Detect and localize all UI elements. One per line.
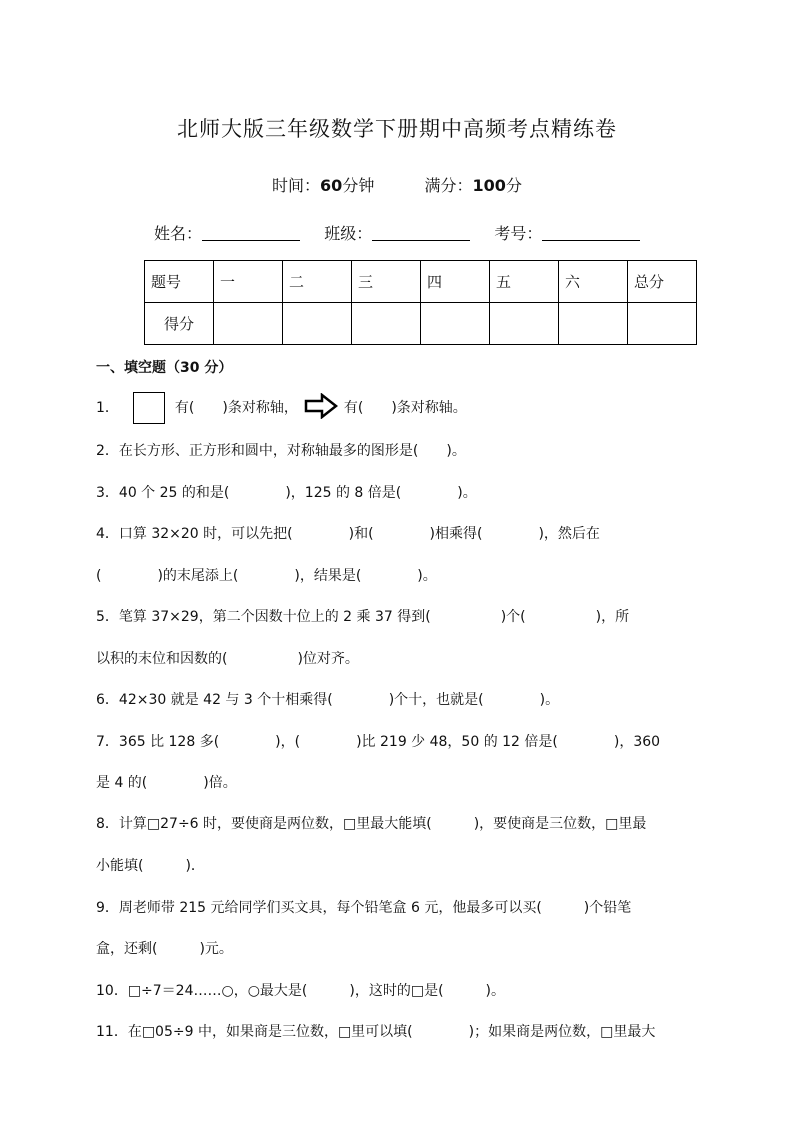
score-row-label: 得分 (145, 303, 214, 345)
question-line: 6．42×30 就是 42 与 3 个十相乘得( )个十，也就是( )。 (96, 692, 560, 708)
question-line: 7．365 比 128 多( )，( )比 219 少 48，50 的 12 倍是( )，360 (96, 734, 661, 750)
exam-info (0, 173, 794, 196)
score-cell[interactable] (283, 303, 352, 345)
question-text: 有( )条对称轴。 (343, 400, 467, 416)
section-heading: 一、填空题（30 分） (96, 360, 233, 376)
question-line: 盒，还剩( )元。 (96, 941, 233, 957)
question-line: 3．40 个 25 的和是( )，125 的 8 倍是( )。 (96, 485, 477, 501)
question-line: 5．笔算 37×29，第二个因数十位上的 2 乘 37 得到( )个( )，所 (96, 609, 630, 625)
score-table-header: 题号 (145, 261, 214, 303)
question-line: 小能填( )． (96, 858, 205, 874)
question-line: 9．周老师带 215 元给同学们买文具，每个铅笔盒 6 元，他最多可以买( )个铅笔 (96, 900, 632, 916)
exam-number-label: 考号： (494, 224, 543, 243)
score-value: 100 (472, 176, 506, 195)
score-table-header: 总分 (628, 261, 697, 303)
question-line: 是 4 的( )倍。 (96, 775, 237, 791)
score-table-score-row (145, 303, 697, 345)
name-blank[interactable] (202, 226, 300, 241)
score-cell[interactable] (628, 303, 697, 345)
student-info-row (154, 221, 640, 244)
score-cell[interactable] (421, 303, 490, 345)
time-value: 60 (320, 176, 343, 195)
exam-number-blank[interactable] (542, 226, 640, 241)
question-text: 有( )条对称轴， (174, 400, 298, 416)
question-line: ( )的末尾添上( )，结果是( )。 (96, 568, 437, 584)
score-unit: 分 (505, 176, 522, 195)
question-line: 以积的末位和因数的( )位对齐。 (96, 651, 359, 667)
class-blank[interactable] (372, 226, 470, 241)
question-line: 11．在□05÷9 中，如果商是三位数，□里可以填( )；如果商是两位数，□里最大 (96, 1024, 656, 1040)
name-label: 姓名： (154, 224, 203, 243)
score-cell[interactable] (214, 303, 283, 345)
square-figure (133, 392, 165, 424)
arrow-figure (304, 393, 338, 423)
question-line: 2．在长方形、正方形和圆中，对称轴最多的图形是( )。 (96, 443, 466, 459)
time-label: 时间： (272, 176, 321, 195)
score-table-header: 二 (283, 261, 352, 303)
score-table-header: 四 (421, 261, 490, 303)
score-cell[interactable] (559, 303, 628, 345)
question-line: 4．口算 32×20 时，可以先把( )和( )相乘得( )，然后在 (96, 526, 600, 542)
question-line: 8．计算□27÷6 时，要使商是两位数，□里最大能填( )，要使商是三位数，□里最 (96, 816, 647, 832)
score-table-header: 五 (490, 261, 559, 303)
time-unit: 分钟 (342, 176, 375, 195)
question-number: 1． (96, 400, 119, 416)
score-table (144, 260, 697, 345)
score-table-header: 六 (559, 261, 628, 303)
question-line: 10．□÷7＝24……○，○最大是( )，这时的□是( )。 (96, 983, 505, 999)
score-table-header: 三 (352, 261, 421, 303)
score-table-header-row (145, 261, 697, 303)
score-table-header: 一 (214, 261, 283, 303)
question-1 (96, 392, 467, 424)
score-label: 满分： (424, 176, 473, 195)
page-title: 北师大版三年级数学下册期中高频考点精练卷 (177, 117, 617, 141)
score-cell[interactable] (352, 303, 421, 345)
class-label: 班级： (324, 224, 373, 243)
score-cell[interactable] (490, 303, 559, 345)
